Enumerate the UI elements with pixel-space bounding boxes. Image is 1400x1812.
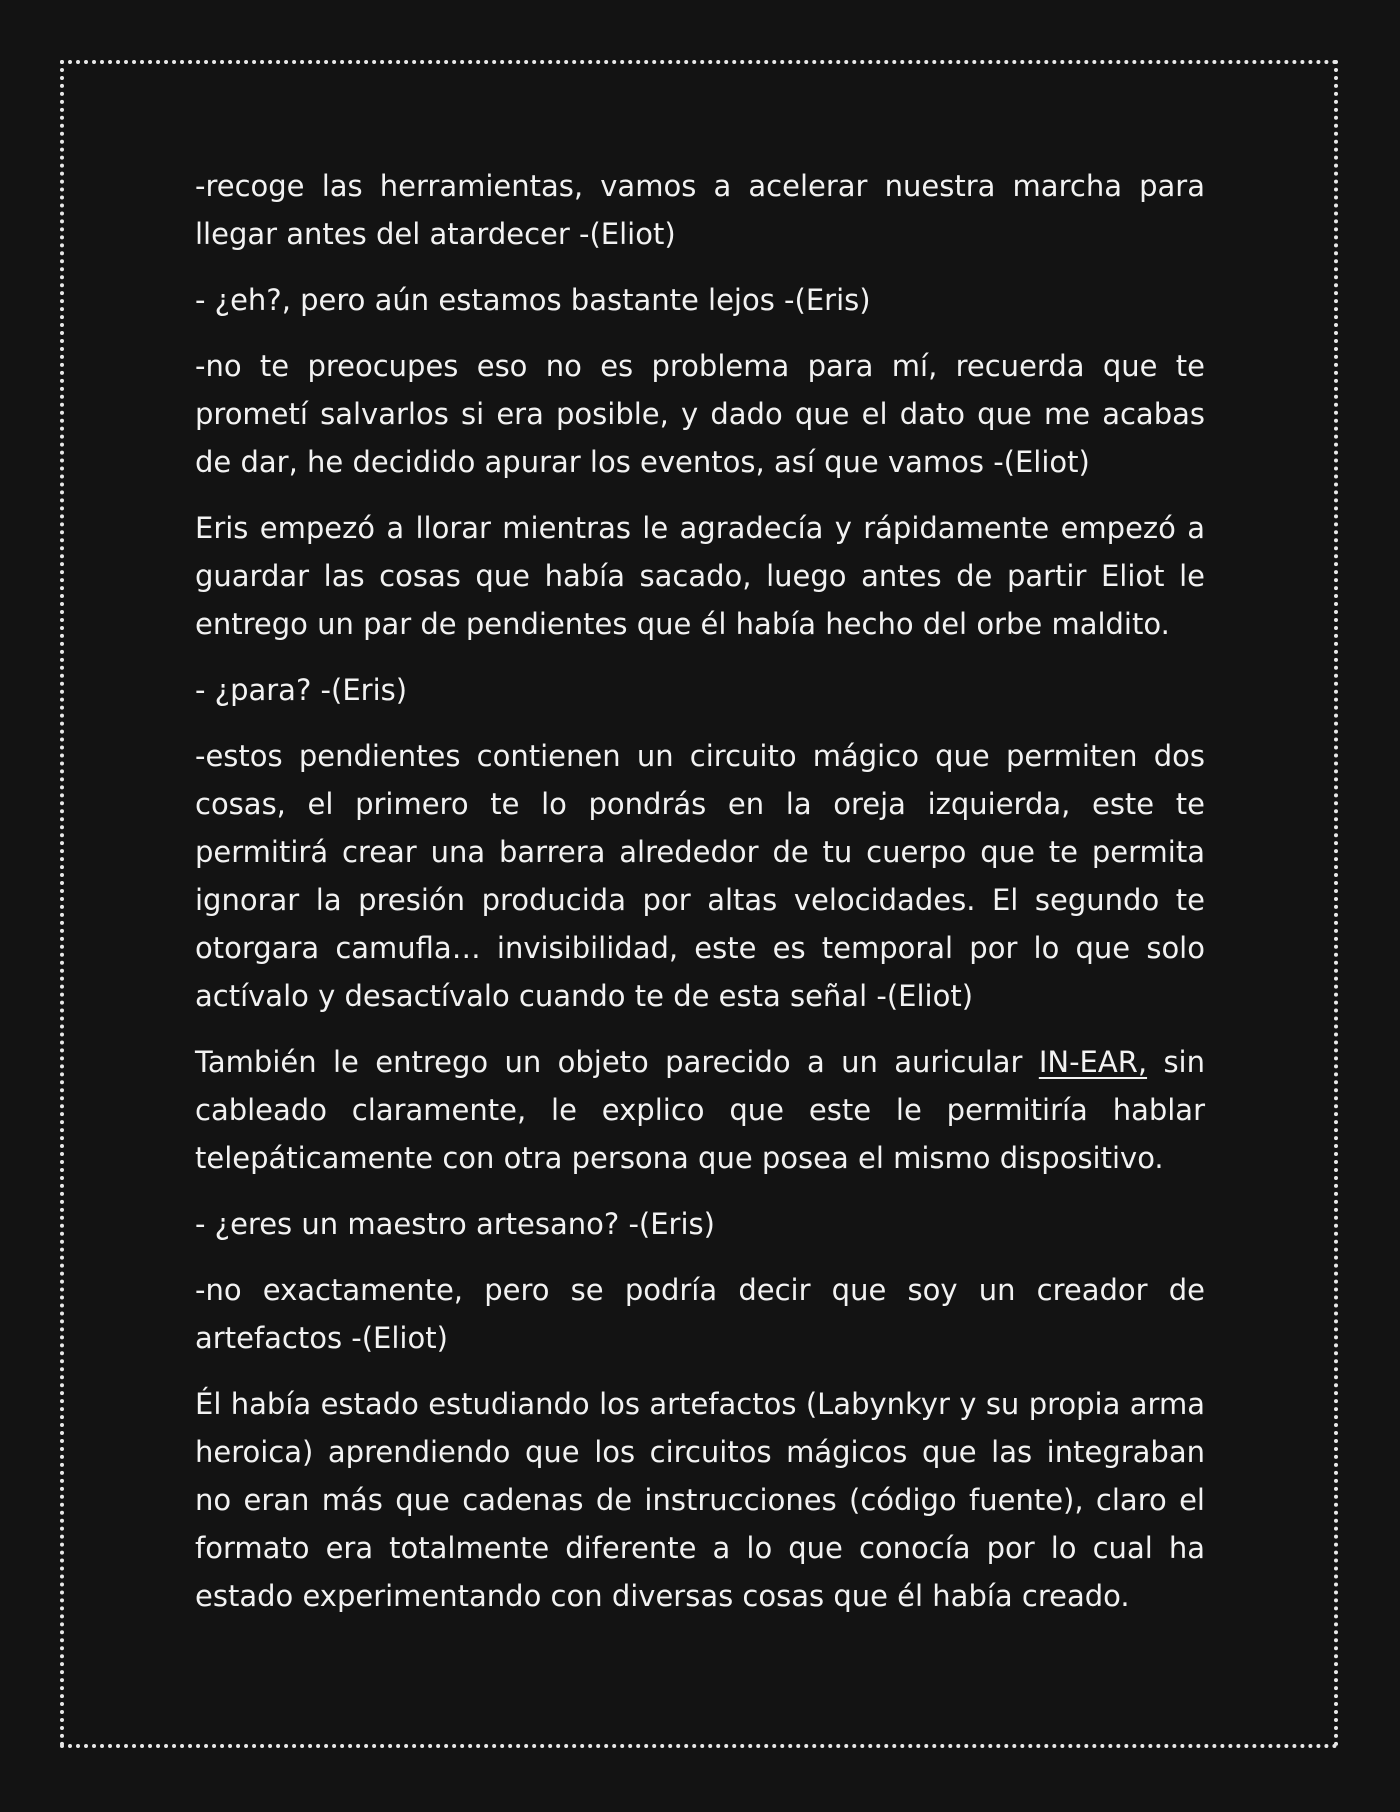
- paragraph-4: Eris empezó a llorar mientras le agradecía y rápidamente empezó a guardar las cosas que había sacado, luego antes de partir Eliot le entrego un par de pendientes que él había hecho del orbe maldito.: [195, 511, 1205, 641]
- paragraph-1: -recoge las herramientas, vamos a acelerar nuestra marcha para llegar antes del atardecer -(Eliot): [195, 169, 1205, 251]
- paragraph-7-end: sin cableado claramente, le explico que este le permitiría hablar telepáticamente con otra persona que posea el mismo dispositivo.: [195, 1045, 1205, 1175]
- paragraph-6: -estos pendientes contienen un circuito mágico que permiten dos cosas, el primero te lo pondrás en la oreja izquierda, este te permitirá crear una barrera alrededor de tu cuerpo que te permita ignorar la presión producida por altas velocidades. El segundo te otorgara camufla… invisibilidad, este es temporal por lo que solo actívalo y desactívalo cuando te de esta señal -(Eliot): [195, 739, 1205, 1013]
- paragraph-5: - ¿para? -(Eris): [195, 673, 408, 707]
- story-text-body: [195, 162, 1205, 1638]
- paragraph-9: -no exactamente, pero se podría decir que soy un creador de artefactos -(Eliot): [195, 1273, 1205, 1355]
- paragraph-8: - ¿eres un maestro artesano? -(Eris): [195, 1207, 715, 1241]
- paragraph-10: Él había estado estudiando los artefactos (Labynkyr y su propia arma heroica) aprendiendo que los circuitos mágicos que las integraban no eran más que cadenas de instrucciones (código fuente), claro el formato era totalmente diferente a lo que conocía por lo cual ha estado experimentando con diversas cosas que él había creado.: [195, 1387, 1205, 1613]
- paragraph-2: - ¿eh?, pero aún estamos bastante lejos -(Eris): [195, 283, 871, 317]
- paragraph-3: -no te preocupes eso no es problema para mí, recuerda que te prometí salvarlos si era posible, y dado que el dato que me acabas de dar, he decidido apurar los eventos, así que vamos -(Eliot): [195, 349, 1205, 479]
- paragraph-7-start: También le entrego un objeto parecido a un auricular: [195, 1045, 1039, 1079]
- paragraph-7: [195, 1038, 1205, 1182]
- in-ear-underlined-term: IN-EAR,: [1038, 1045, 1148, 1079]
